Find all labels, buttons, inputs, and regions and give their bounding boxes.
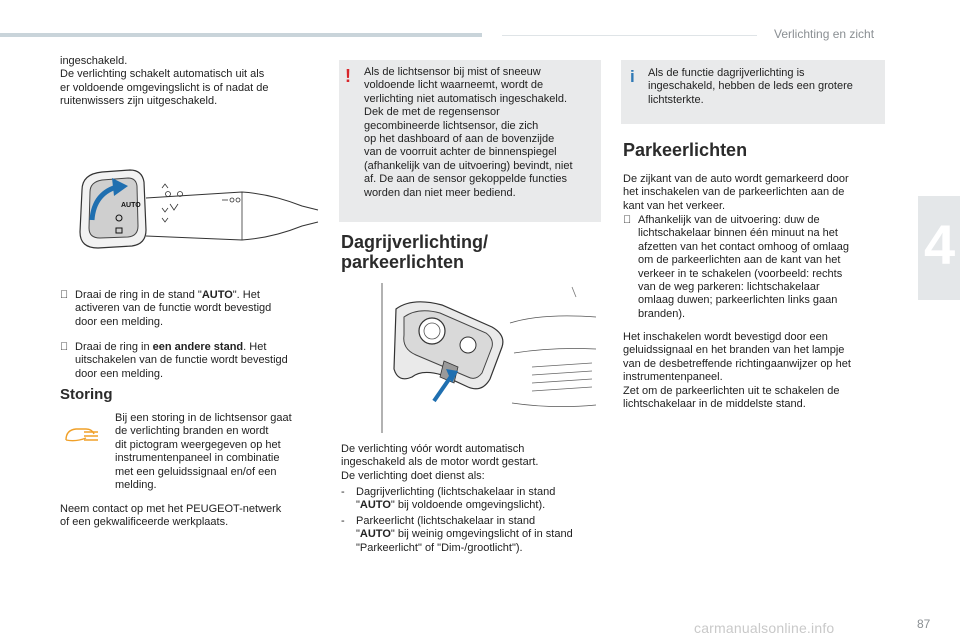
list-marker: - [341, 486, 345, 498]
headlamp-illustration [382, 283, 602, 433]
warning-box [339, 60, 601, 222]
text-line: worden dan niet meer bediend. [364, 186, 516, 199]
text-line: door een melding. [75, 315, 164, 328]
text-line: "AUTO" bij weinig omgevingslicht of in stand [356, 528, 573, 541]
heading-line: Dagrijverlichting/ [341, 232, 489, 252]
text-line: geluidssignaal en het branden van het lampje [623, 344, 845, 357]
text-line: Zet om de parkeerlichten uit te schakelen de [623, 384, 840, 397]
text-line: De verlichting doet dienst als: [341, 469, 485, 482]
text-line: Dagrijverlichting (lichtschakelaar in stand [356, 486, 556, 498]
text-line: of een gekwalificeerde werkplaats. [60, 516, 229, 529]
section-title: Verlichting en zicht [774, 27, 875, 41]
text-line: gecombineerde lichtsensor, die zich [364, 119, 539, 132]
text-line: om de parkeerlichten aan de kant van het [638, 254, 841, 267]
bullet-other-position [60, 341, 330, 381]
chapter-number: 4 [924, 213, 956, 276]
chapter-tab [918, 196, 960, 300]
text-line: melding. [115, 479, 157, 492]
header-bar [0, 33, 482, 37]
text-line: ruitenwissers zijn uitgeschakeld. [60, 95, 218, 108]
text-line: afzetten van het contact omhoog of omlaag [638, 240, 849, 253]
warning-paragraph [364, 66, 573, 200]
text-line: ingeschakeld. [60, 55, 128, 67]
text-line: instrumentenpaneel. [623, 371, 723, 384]
contact-paragraph [60, 503, 281, 530]
text-line: Het inschakelen wordt bevestigd door een [623, 331, 828, 343]
text-line: uitschakelen van de functie wordt bevestigd [75, 354, 288, 367]
list-item-daytime [341, 486, 606, 514]
headlamp-warning-icon [62, 426, 100, 446]
text-line: met een geluidssignaal en/of een [115, 465, 277, 478]
text-line: De verlichting schakelt automatisch uit als [60, 68, 265, 81]
text-line: het inschakelen van de parkeerlichten aan de [623, 186, 845, 199]
warning-icon: ! [345, 66, 351, 86]
text-line: Dek de met de regensensor [364, 106, 500, 119]
text-line: verkeer in te schakelen (voorbeeld: rechts [638, 267, 843, 280]
intro-paragraph [60, 55, 269, 109]
text-line: omlaag duwen; parkeerlichten links gaan [638, 294, 838, 307]
text-line: ingeschakeld als de motor wordt gestart. [341, 456, 539, 469]
auto-mark: AUTO [121, 202, 141, 209]
text-line: branden). [638, 307, 686, 320]
text-line: er voldoende omgevingslicht is of nadat de [60, 81, 269, 94]
bullet-marker [60, 289, 68, 302]
text-line: op het dashboard of aan de bovenzijde [364, 133, 555, 146]
text-line: dit pictogram weergegeven op het [115, 438, 281, 451]
text-line: lichtsterkte. [648, 93, 704, 106]
list-item-parking [341, 515, 606, 557]
bullet-auto [60, 289, 330, 329]
text-line: van de desbetreffende richtingaanwijzer op het [623, 357, 851, 370]
text-line: De zijkant van de auto wordt gemarkeerd door [623, 173, 849, 185]
text-line: voldoende licht waarneemt, wordt de [364, 79, 544, 92]
section-heading-daytime-lights [341, 232, 488, 272]
bullet-marker [623, 214, 631, 227]
text-line: verlichting niet automatisch ingeschakeld. [364, 92, 568, 105]
header-rule [502, 35, 757, 36]
text-line: van de weg parkeren: lichtschakelaar [638, 281, 820, 294]
heading-line: parkeerlichten [341, 252, 465, 272]
storing-heading: Storing [60, 386, 113, 403]
text-line: "Parkeerlicht" of "Dim-/grootlicht"). [356, 541, 523, 554]
text-line: lichtschakelaar in de middelste stand. [623, 398, 806, 411]
daytime-lights-paragraph [341, 443, 539, 483]
text-line: Parkeerlicht (lichtschakelaar in stand [356, 515, 536, 527]
info-icon: i [630, 67, 635, 86]
page-number: 87 [917, 617, 931, 631]
text-line: Bij een storing in de lichtsensor gaat [115, 412, 292, 424]
text-line: De verlichting vóór wordt automatisch [341, 443, 525, 455]
text-line: de verlichting branden en wordt [115, 425, 269, 438]
text-line: Afhankelijk van de uitvoering: duw de [638, 214, 820, 226]
text-line: kant van het verkeer. [623, 199, 726, 212]
text-line: door een melding. [75, 367, 164, 380]
text-line: af. De aan de sensor gekoppelde functies [364, 173, 568, 186]
section-heading-parking-lights: Parkeerlichten [623, 140, 748, 160]
text-line: Draai de ring in de stand "AUTO". Het [75, 289, 260, 301]
text-line: lichtschakelaar binnen één minuut na het [638, 227, 838, 240]
text-line: Draai de ring in een andere stand. Het [75, 341, 267, 353]
text-line: "AUTO" bij voldoende omgevingslicht). [356, 499, 546, 512]
light-stalk-illustration [72, 160, 322, 265]
bullet-parking-activation [623, 214, 888, 324]
text-line: (afhankelijk van de uitvoering) bevindt, niet [364, 159, 573, 172]
text-line: van de voorruit achter de binnenspiegel [364, 146, 557, 159]
info-paragraph [648, 67, 853, 107]
storing-paragraph [115, 412, 292, 492]
text-line: instrumentenpaneel in combinatie [115, 452, 280, 465]
text-line: Als de lichtsensor bij mist of sneeuw [364, 66, 541, 78]
parking-outro-paragraph [623, 331, 851, 411]
text-line: ingeschakeld, hebben de leds een grotere [648, 80, 853, 93]
info-box [621, 60, 885, 124]
text-line: activeren van de functie wordt bevestigd [75, 302, 272, 315]
text-line: Neem contact op met het PEUGEOT-netwerk [60, 503, 282, 515]
list-marker: - [341, 515, 345, 527]
bullet-marker [60, 341, 68, 354]
text-line: Als de functie dagrijverlichting is [648, 67, 805, 79]
parking-intro-paragraph [623, 173, 849, 213]
watermark: carmanualsonline.info [694, 620, 835, 636]
